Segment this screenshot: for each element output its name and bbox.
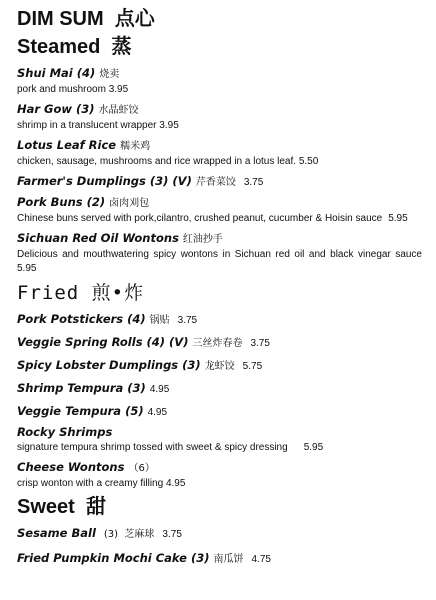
item-name: Sesame Ball bbox=[17, 526, 96, 540]
item-price: 5.50 bbox=[298, 156, 319, 167]
item-description: chicken, sausage, mushrooms and rice wrapped in a lotus leaf. 5.50 bbox=[17, 156, 319, 167]
item-name-zh: 龙虾饺 bbox=[204, 361, 235, 372]
item-price: 5.95 bbox=[303, 442, 324, 453]
item-name: Lotus Leaf Rice bbox=[17, 138, 117, 152]
menu-item bbox=[17, 64, 422, 97]
item-name: Shui Mai (4) bbox=[17, 66, 96, 80]
item-description: signature tempura shrimp tossed with sweet & spicy dressing 5.95 bbox=[17, 442, 324, 453]
item-name-zh: 糯米鸡 bbox=[120, 141, 151, 152]
item-description: crisp wonton with a creamy filling 4.95 bbox=[17, 478, 186, 489]
item-price: 4.95 bbox=[165, 478, 186, 489]
menu-page bbox=[17, 6, 422, 568]
item-name-zh: 锅贴 bbox=[149, 315, 170, 326]
item-price: 5.95 bbox=[17, 263, 37, 274]
section-heading-zh: 煎•炸 bbox=[91, 282, 145, 304]
item-name-zh: (3) 芝麻球 bbox=[103, 529, 155, 540]
page-title bbox=[17, 6, 422, 32]
menu-item bbox=[17, 423, 422, 455]
item-name-zh: 红油抄手 bbox=[182, 234, 223, 245]
menu-item bbox=[17, 379, 422, 398]
item-price: 4.75 bbox=[251, 554, 271, 565]
item-price: 4.95 bbox=[147, 407, 168, 418]
item-name: Fried Pumpkin Mochi Cake (3) bbox=[17, 551, 210, 565]
item-price: 5.95 bbox=[388, 213, 408, 224]
menu-item bbox=[17, 524, 422, 543]
section-heading-fried bbox=[17, 280, 422, 306]
item-name: Spicy Lobster Dumplings (3) bbox=[17, 358, 201, 372]
item-name-zh: 南瓜饼 bbox=[213, 554, 244, 565]
menu-item bbox=[17, 549, 422, 568]
item-name: Rocky Shrimps bbox=[17, 425, 113, 439]
item-price: 3.95 bbox=[108, 84, 129, 95]
section-heading-sweet bbox=[17, 494, 422, 520]
item-name: Pork Potstickers (4) bbox=[17, 312, 146, 326]
item-name-zh: （6） bbox=[128, 463, 155, 474]
item-name-zh: 芹香菜饺 bbox=[195, 177, 236, 188]
menu-item bbox=[17, 356, 422, 375]
menu-item bbox=[17, 310, 422, 329]
section-heading-en: Sweet bbox=[17, 496, 75, 518]
item-name: Veggie Spring Rolls (4) (V) bbox=[17, 335, 189, 349]
item-price: 3.95 bbox=[159, 120, 179, 131]
section-heading-zh: 蒸 bbox=[111, 36, 132, 58]
menu-item bbox=[17, 333, 422, 352]
item-price: 4.95 bbox=[149, 384, 170, 395]
item-price: 5.75 bbox=[242, 361, 263, 372]
menu-item bbox=[17, 136, 422, 169]
section-heading-steamed bbox=[17, 34, 422, 60]
menu-item bbox=[17, 229, 422, 276]
item-price: 3.75 bbox=[162, 529, 182, 540]
item-description: pork and mushroom 3.95 bbox=[17, 84, 129, 95]
item-description: Chinese buns served with pork,cilantro, crushed peanut, cucumber & Hoisin sauce 5.95 bbox=[17, 213, 408, 224]
item-name: Cheese Wontons bbox=[17, 460, 125, 474]
item-description: shrimp in a translucent wrapper 3.95 bbox=[17, 120, 179, 131]
item-description: Delicious and mouthwatering spicy wontons in Sichuan red oil and black vinegar sauce 5.95 bbox=[17, 249, 422, 274]
menu-item bbox=[17, 193, 422, 226]
item-price: 3.75 bbox=[250, 338, 270, 349]
item-name-zh: 水晶虾饺 bbox=[98, 105, 139, 116]
item-name: Har Gow (3) bbox=[17, 102, 95, 116]
menu-item bbox=[17, 402, 422, 421]
menu-item bbox=[17, 172, 422, 191]
title-zh: 点心 bbox=[114, 8, 155, 30]
item-price: 3.75 bbox=[243, 177, 264, 188]
item-name: Veggie Tempura (5) bbox=[17, 404, 144, 418]
item-name-zh: 三丝炸春卷 bbox=[192, 338, 243, 349]
menu-item bbox=[17, 100, 422, 133]
section-heading-en: Steamed bbox=[17, 36, 101, 58]
item-name: Sichuan Red Oil Wontons bbox=[17, 231, 179, 245]
item-name: Farmer's Dumplings (3) (V) bbox=[17, 174, 192, 188]
title-en: DIM SUM bbox=[17, 8, 104, 30]
section-heading-zh: 甜 bbox=[85, 496, 106, 518]
item-name-zh: 卤肉刈包 bbox=[109, 198, 150, 209]
item-name-zh: 烧卖 bbox=[99, 69, 120, 80]
section-heading-en: Fried bbox=[17, 282, 80, 304]
menu-item bbox=[17, 458, 422, 491]
item-name: Shrimp Tempura (3) bbox=[17, 381, 146, 395]
item-price: 3.75 bbox=[177, 315, 198, 326]
item-name: Pork Buns (2) bbox=[17, 195, 106, 209]
